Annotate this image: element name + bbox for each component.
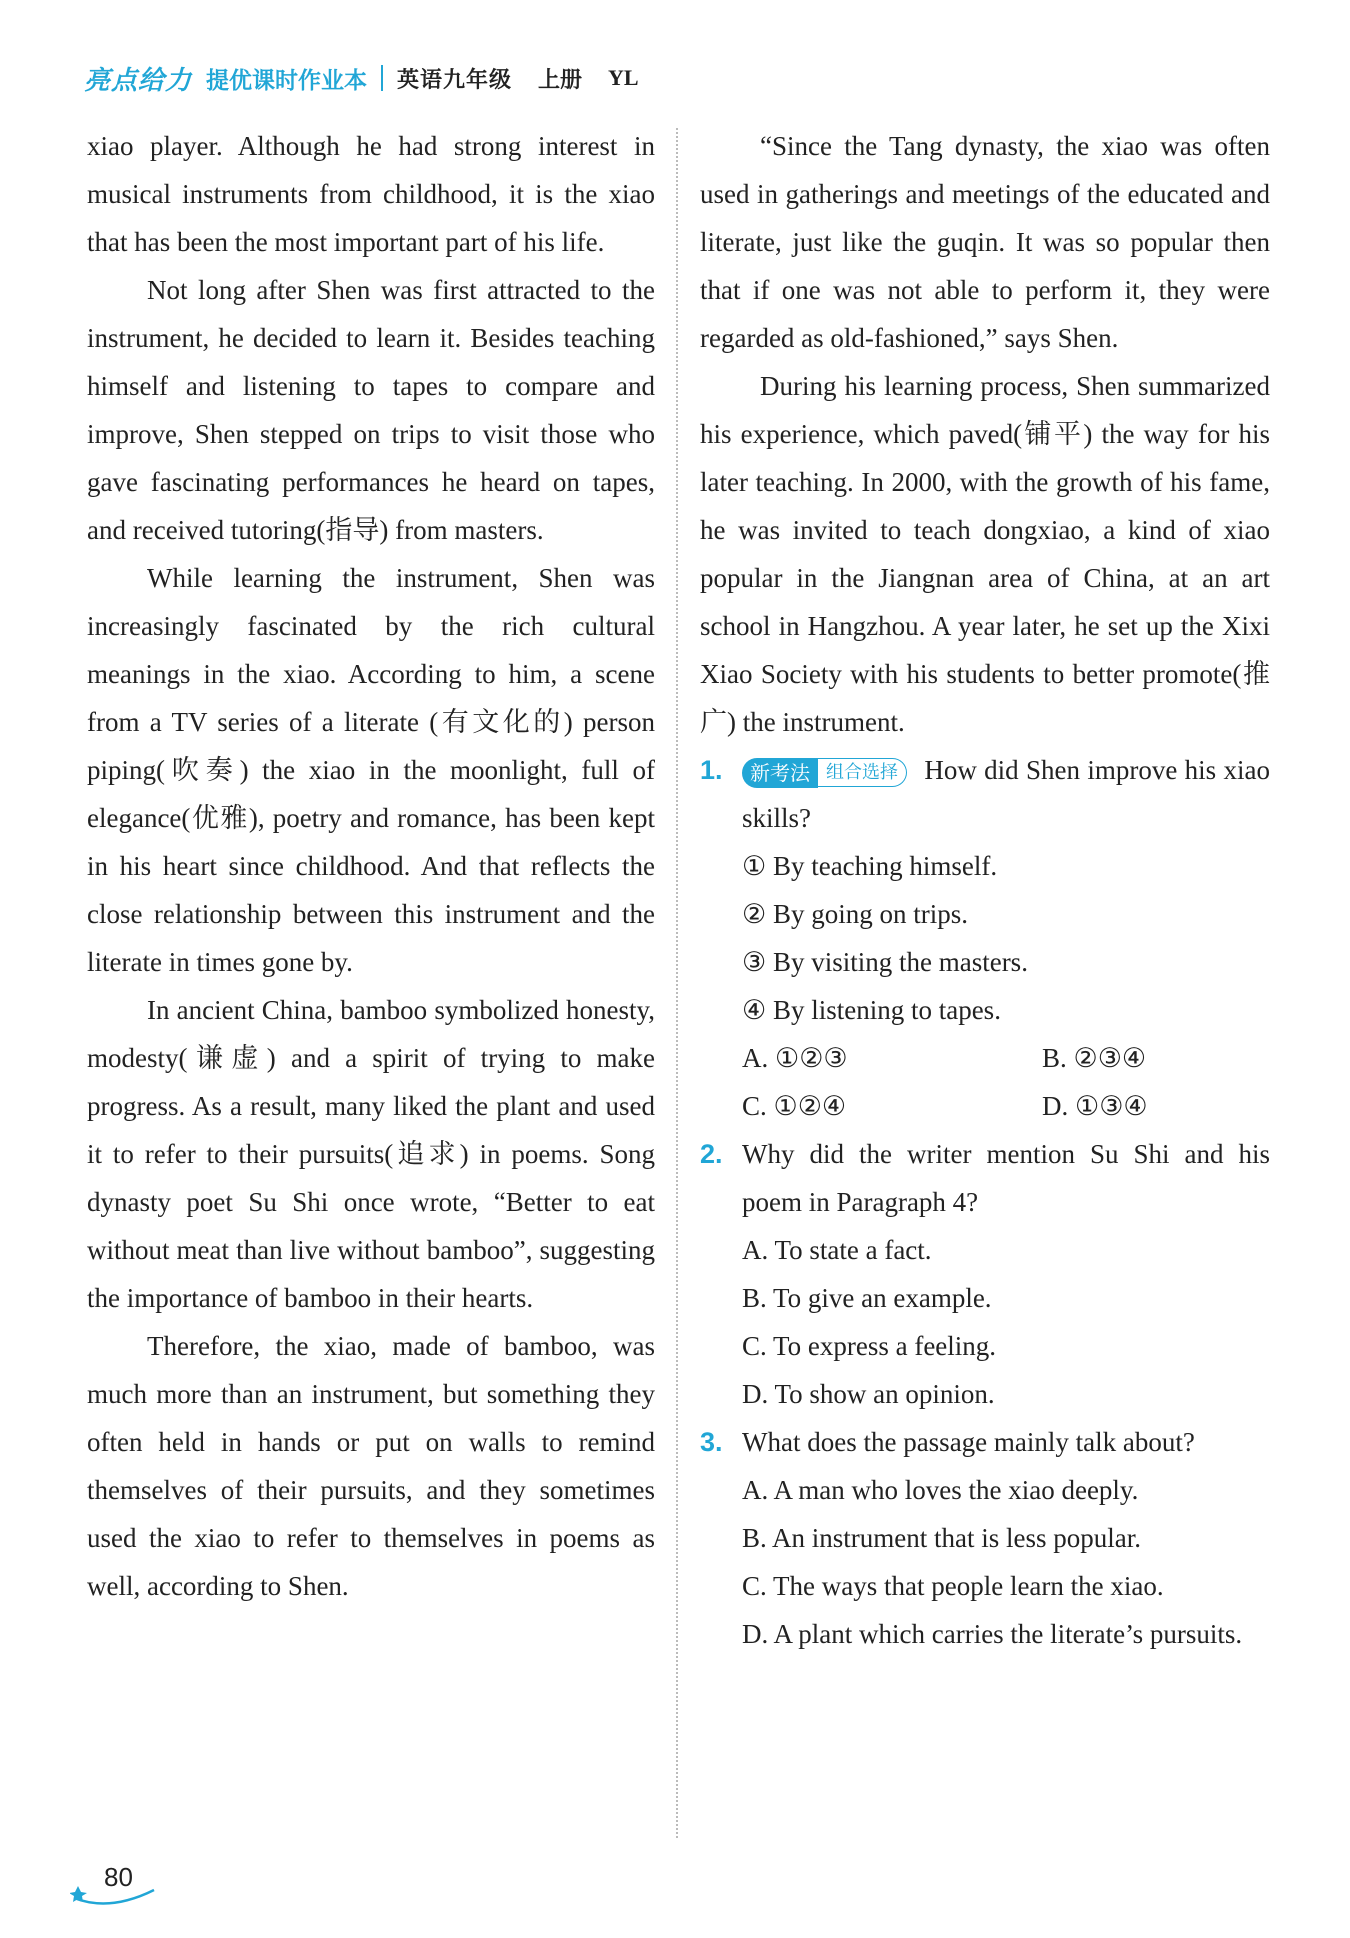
statement-item: ① By teaching himself. [742, 851, 998, 881]
page-header [84, 56, 639, 100]
brand-logo: 亮点给力 [84, 65, 193, 96]
passage-paragraph: During his learning process, Shen summarized his experience, which paved(铺平) the way for his later teaching. In 2000, with the growth of his fame, he was invited to teach dongxiao, a kind of xiao popular in the Jiangnan area of China, at an art school in Hangzhou. A year later, he set up the Xixi Xiao Society with his students to better promote(推广) the instrument. [700, 371, 1270, 737]
passage-paragraph: xiao player. Although he had strong interest in musical instruments from childhood, it is the xiao that has been the most important part of his life. [87, 131, 655, 257]
option-d[interactable]: D. A plant which carries the literate’s pursuits. [742, 1619, 1243, 1649]
option-a[interactable]: A. ①②③ [742, 1043, 848, 1073]
series-title: 提优课时作业本 [206, 67, 368, 94]
passage-paragraph: In ancient China, bamboo symbolized honesty, modesty(谦虚) and a spirit of trying to make progress. As a result, many liked the plant and used it to refer to their pursuits(追求) in poems. Song dynasty poet Su Shi once wrote, “Better to eat without meat than live without bamboo”, suggesting the importance of bamboo in their hearts. [87, 995, 655, 1313]
passage-paragraph: Not long after Shen was first attracted to the instrument, he decided to learn it. Besides teaching himself and listening to tapes to compare and improve, Shen stepped on trips to visit those who gave fascinating performances he heard on tapes, and received tutoring(指导) from masters. [87, 275, 655, 545]
right-column [700, 122, 1270, 1658]
option-a[interactable]: A. To state a fact. [742, 1235, 932, 1265]
edition-code: YL [608, 65, 639, 90]
combination-choice-tag: 组合选择 [818, 758, 907, 787]
passage-paragraph: While learning the instrument, Shen was increasingly fascinated by the rich cultural meanings in the xiao. According to him, a scene from a TV series of a literate (有文化的) person piping(吹奏) the xiao in the moonlight, full of elegance(优雅), poetry and romance, has been kept in his heart since childhood. And that reflects the close relationship between this instrument and the literate in times gone by. [87, 563, 655, 977]
passage-paragraph: Therefore, the xiao, made of bamboo, was much more than an instrument, but something they often held in hands or put on walls to remind themselves of their pursuits, and they sometimes used the xiao to refer to themselves in poems as well, according to Shen. [87, 1331, 655, 1601]
question-1 [700, 746, 1270, 1130]
question-text: How did Shen improve his xiao skills? [742, 755, 1270, 833]
question-stem [742, 746, 1270, 842]
new-method-tag: 新考法 [742, 758, 818, 788]
left-column [87, 122, 655, 1610]
question-number: 1. [700, 755, 723, 785]
statement-item: ② By going on trips. [742, 899, 968, 929]
option-d[interactable]: D. To show an opinion. [742, 1379, 995, 1409]
answer-options [700, 1034, 1270, 1130]
statement-item: ④ By listening to tapes. [742, 995, 1001, 1025]
question-2 [700, 1130, 1270, 1418]
subject-label: 英语九年级 [397, 67, 513, 93]
question-3 [700, 1418, 1270, 1658]
header-divider [381, 65, 383, 91]
question-text: Why did the writer mention Su Shi and his poem in Paragraph 4? [742, 1139, 1270, 1217]
page-number: 80 [104, 1862, 133, 1892]
option-b[interactable]: B. ②③④ [1042, 1043, 1147, 1073]
option-a[interactable]: A. A man who loves the xiao deeply. [742, 1475, 1139, 1505]
passage-paragraph: “Since the Tang dynasty, the xiao was often used in gatherings and meetings of the educated and literate, just like the guqin. It was so popular then that if one was not able to perform it, they were regarded as old-fashioned,” says Shen. [700, 131, 1270, 353]
statement-item: ③ By visiting the masters. [742, 947, 1028, 977]
option-b[interactable]: B. To give an example. [742, 1283, 992, 1313]
question-number: 3. [700, 1427, 723, 1457]
option-b[interactable]: B. An instrument that is less popular. [742, 1523, 1141, 1553]
option-c[interactable]: C. The ways that people learn the xiao. [742, 1571, 1164, 1601]
question-number: 2. [700, 1139, 723, 1169]
column-divider [676, 128, 678, 1838]
volume-label: 上册 [538, 67, 583, 93]
option-c[interactable]: C. ①②④ [742, 1091, 847, 1121]
option-c[interactable]: C. To express a feeling. [742, 1331, 997, 1361]
option-d[interactable]: D. ①③④ [1042, 1091, 1148, 1121]
question-text: What does the passage mainly talk about? [742, 1427, 1195, 1457]
question-type-badge [742, 758, 907, 788]
